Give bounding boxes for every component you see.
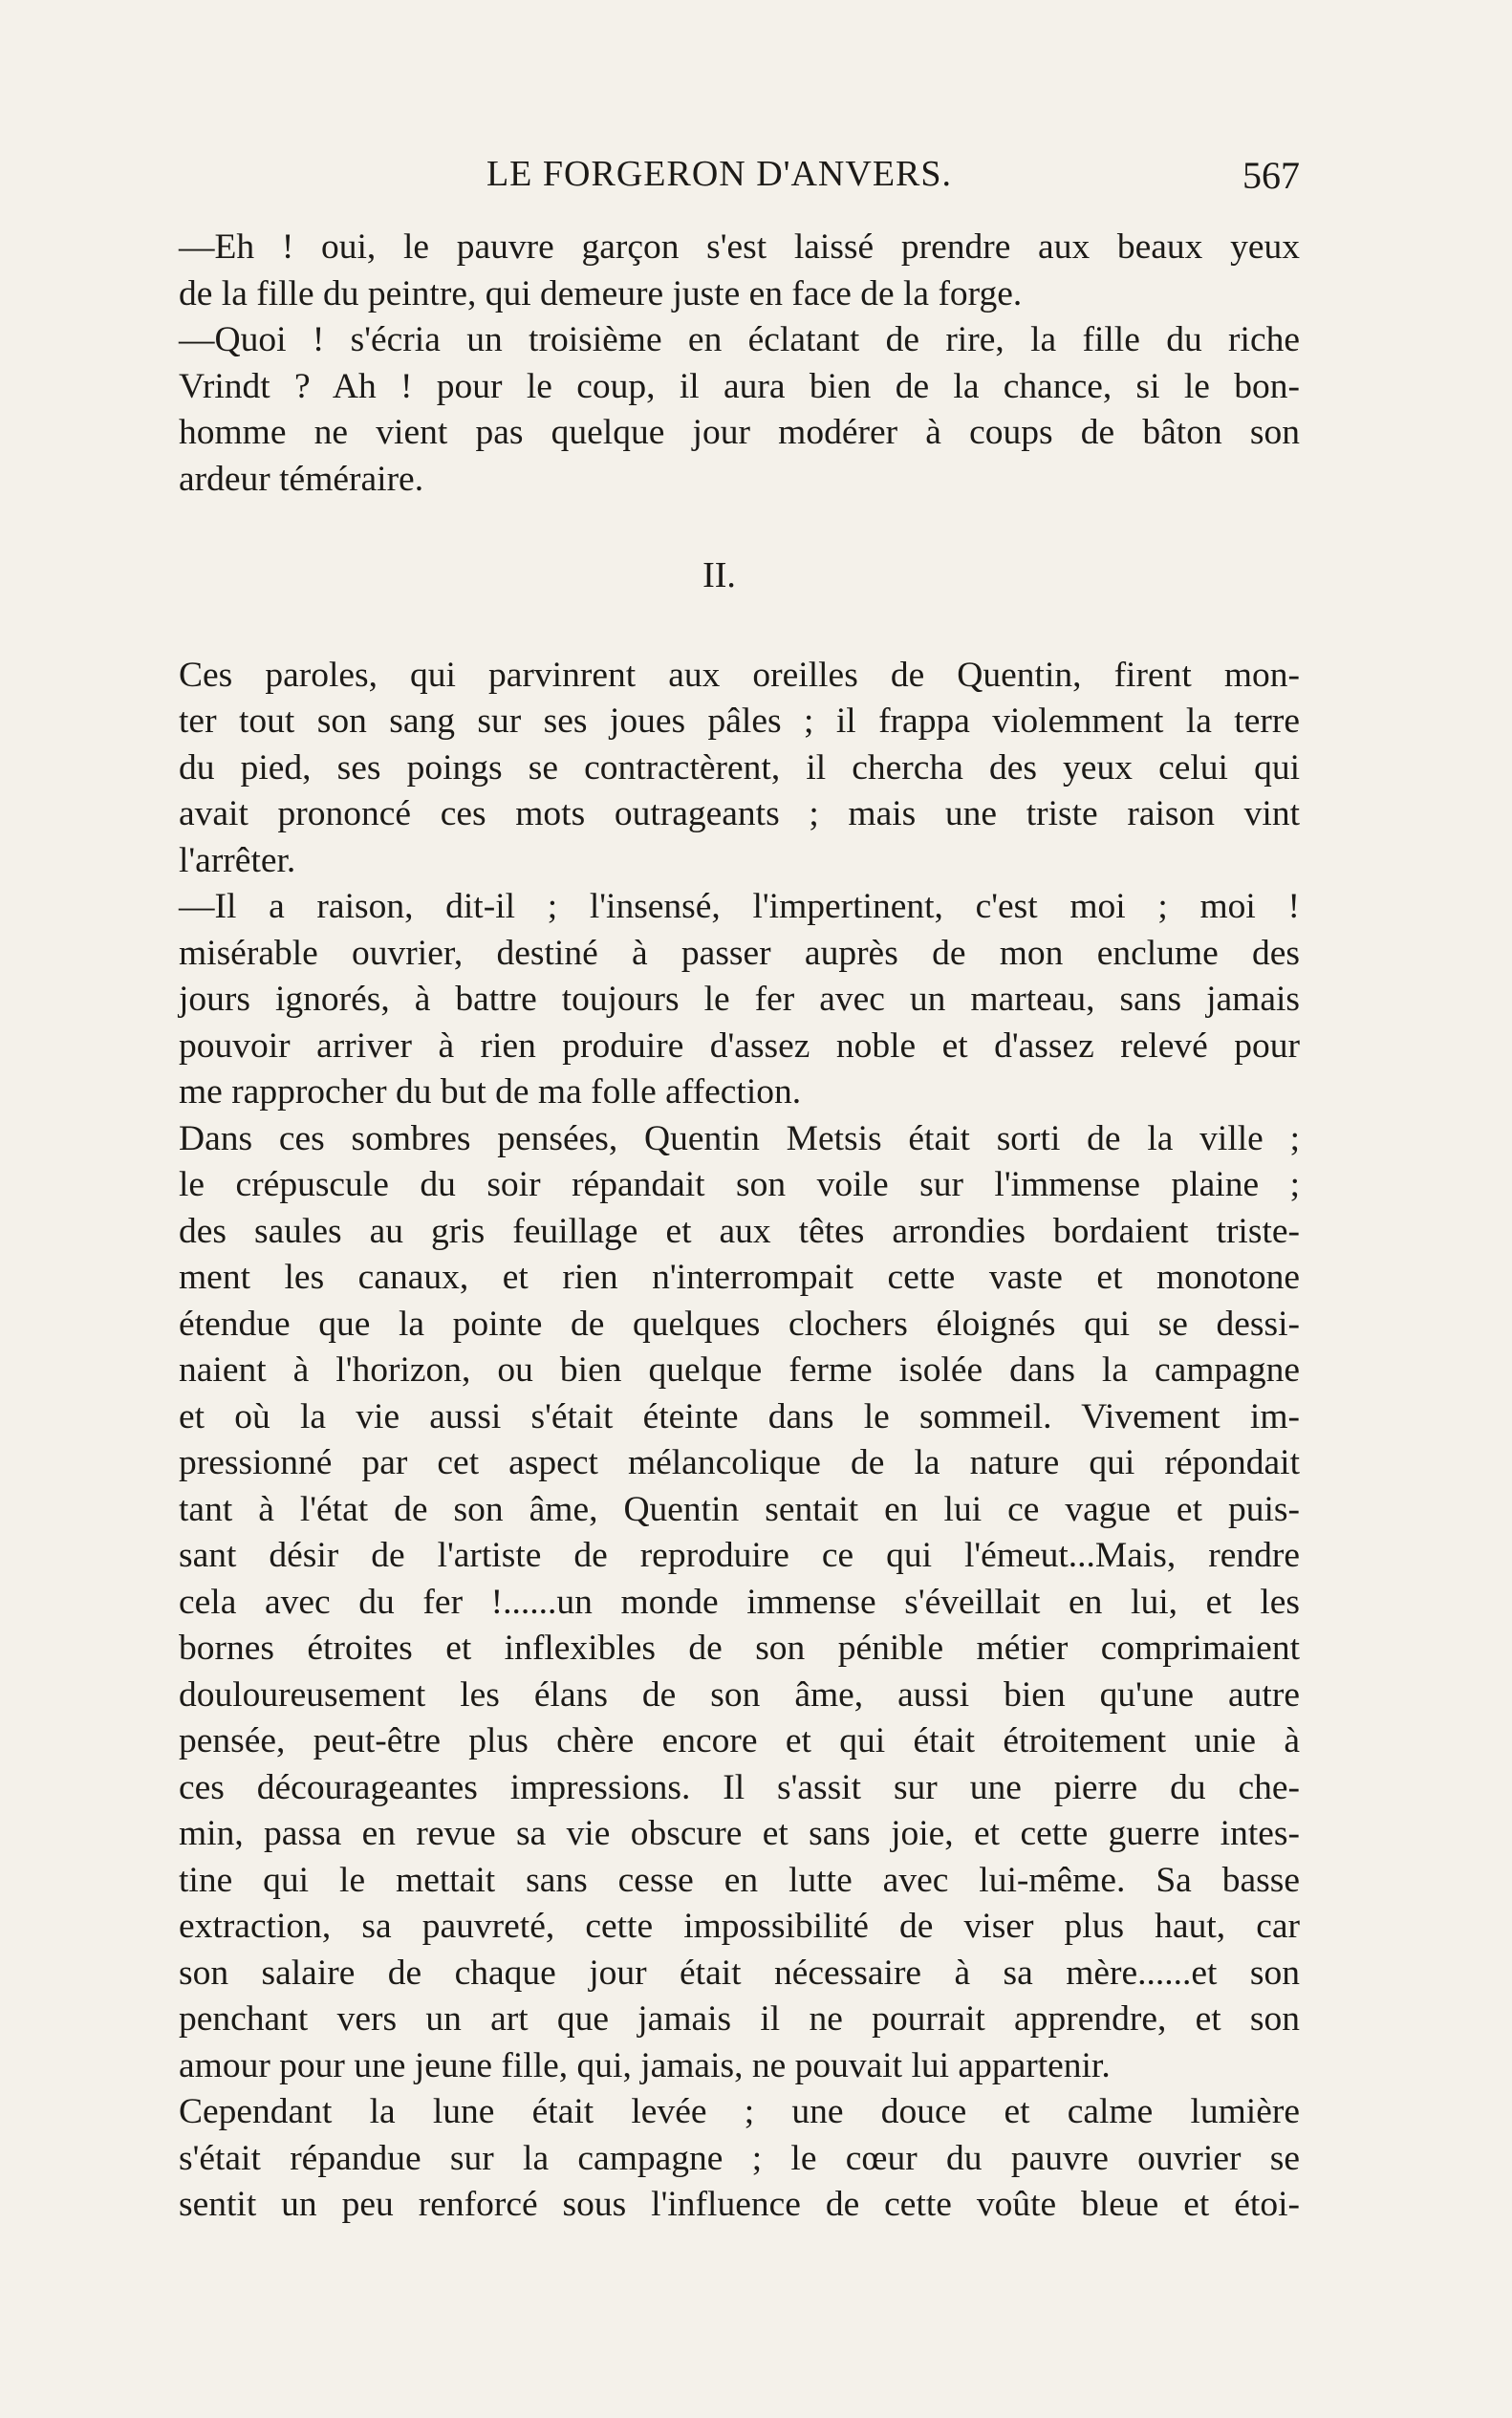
text-line: jours ignorés, à battre toujours le fer avec un marteau, sans jamais bbox=[179, 980, 1300, 1019]
text-line: l'arrêter. bbox=[179, 840, 296, 880]
paragraph bbox=[139, 653, 1300, 885]
text-line: penchant vers un art que jamais il ne pourrait apprendre, et son bbox=[179, 1999, 1300, 2039]
text-line: —Eh ! oui, le pauvre garçon s'est laissé prendre aux beaux yeux bbox=[179, 227, 1300, 267]
text-line: bornes étroites et inflexibles de son pénible métier comprimaient bbox=[179, 1629, 1300, 1668]
page-number: 567 bbox=[1242, 154, 1300, 197]
text-line: et où la vie aussi s'était éteinte dans le sommeil. Vivement im- bbox=[179, 1396, 1300, 1436]
text-line: ter tout son sang sur ses joues pâles ; il frappa violemment la terre bbox=[179, 702, 1300, 741]
text-line: misérable ouvrier, destiné à passer auprès de mon enclume des bbox=[179, 933, 1300, 973]
paragraph bbox=[139, 2089, 1300, 2229]
paragraph bbox=[139, 317, 1300, 503]
text-line: —Il a raison, dit-il ; l'insensé, l'impertinent, c'est moi ; moi ! bbox=[179, 887, 1300, 926]
text-line: pensée, peut-être plus chère encore et qui était étroitement unie à bbox=[179, 1721, 1300, 1760]
text-line: ardeur téméraire. bbox=[179, 459, 424, 499]
text-line: min, passa en revue sa vie obscure et sans joie, et cette guerre intes- bbox=[179, 1814, 1300, 1853]
text-line: de la fille du peintre, qui demeure juste en face de la forge. bbox=[179, 273, 1023, 313]
text-line: Ces paroles, qui parvinrent aux oreilles de Quentin, firent mon- bbox=[179, 655, 1300, 695]
running-title: LE FORGERON D'ANVERS. bbox=[486, 154, 953, 194]
text-line: amour pour une jeune fille, qui, jamais, ne pouvait lui appartenir. bbox=[179, 2045, 1111, 2085]
text-line: son salaire de chaque jour était nécessaire à sa mère......et son bbox=[179, 1953, 1300, 1993]
text-line: tant à l'état de son âme, Quentin sentait en lui ce vague et puis- bbox=[179, 1489, 1300, 1529]
text-line: sentit un peu renforcé sous l'influence de cette voûte bleue et étoi- bbox=[179, 2185, 1300, 2224]
text-line: douloureusement les élans de son âme, aussi bien qu'une autre bbox=[179, 1674, 1300, 1715]
page-body bbox=[139, 225, 1300, 2229]
text-line: du pied, ses poings se contractèrent, il chercha des yeux celui qui bbox=[179, 747, 1300, 788]
text-line: ces décourageantes impressions. Il s'assit sur une pierre du che- bbox=[179, 1767, 1300, 1807]
text-line: Vrindt ? Ah ! pour le coup, il aura bien de la chance, si le bon- bbox=[179, 366, 1300, 406]
text-line: Cependant la lune était levée ; une douce et calme lumière bbox=[179, 2092, 1300, 2131]
text-line: Dans ces sombres pensées, Quentin Metsis était sorti de la ville ; bbox=[179, 1118, 1300, 1158]
text-line: naient à l'horizon, ou bien quelque ferme isolée dans la campagne bbox=[179, 1350, 1300, 1390]
text-line: me rapprocher du but de ma folle affection. bbox=[179, 1072, 802, 1112]
text-line: le crépuscule du soir répandait son voile sur l'immense plaine ; bbox=[179, 1165, 1300, 1204]
text-line: tine qui le mettait sans cesse en lutte avec lui-même. Sa basse bbox=[179, 1860, 1300, 1900]
text-line: pressionné par cet aspect mélancolique de la nature qui répondait bbox=[179, 1443, 1300, 1482]
paragraph bbox=[139, 884, 1300, 1116]
paragraph bbox=[139, 1116, 1300, 2090]
text-line: extraction, sa pauvreté, cette impossibilité de viser plus haut, car bbox=[179, 1907, 1300, 1946]
text-line: homme ne vient pas quelque jour modérer à coups de bâton son bbox=[179, 413, 1300, 452]
text-line: —Quoi ! s'écria un troisième en éclatant de rire, la fille du riche bbox=[179, 320, 1300, 359]
text-line: ment les canaux, et rien n'interrompait cette vaste et monotone bbox=[179, 1258, 1300, 1297]
text-line: des saules au gris feuillage et aux têtes arrondies bordaient triste- bbox=[179, 1211, 1300, 1251]
paragraph bbox=[139, 225, 1300, 317]
text-line: avait prononcé ces mots outrageants ; mais une triste raison vint bbox=[179, 794, 1300, 833]
section-heading: II. bbox=[702, 555, 736, 595]
text-line: cela avec du fer !......un monde immense s'éveillait en lui, et les bbox=[179, 1582, 1300, 1622]
text-line: s'était répandue sur la campagne ; le cœur du pauvre ouvrier se bbox=[179, 2138, 1300, 2178]
text-line: pouvoir arriver à rien produire d'assez noble et d'assez relevé pour bbox=[179, 1025, 1300, 1066]
page-header bbox=[139, 153, 1300, 210]
text-line: sant désir de l'artiste de reproduire ce qui l'émeut...Mais, rendre bbox=[179, 1536, 1300, 1575]
text-line: étendue que la pointe de quelques clochers éloignés qui se dessi- bbox=[179, 1304, 1300, 1344]
